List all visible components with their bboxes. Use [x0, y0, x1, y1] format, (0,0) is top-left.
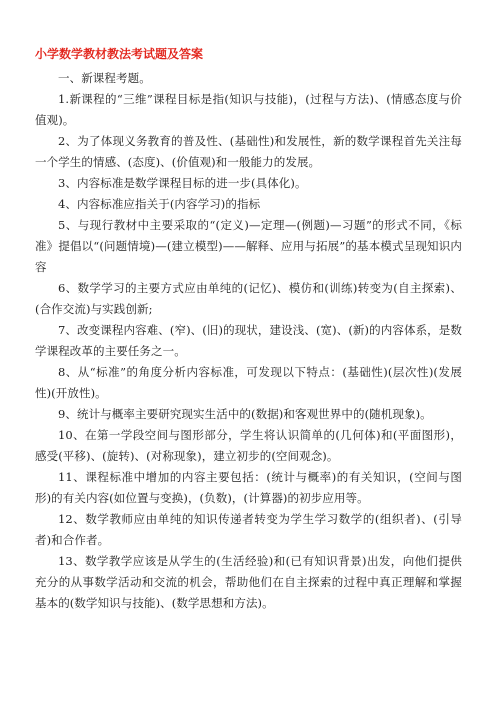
question-paragraph-5: 5、与现行教材中主要采取的“(定义)—定理—(例题)—习题”的形式不同，《标准》提倡以“(问题情境)—(建立模型)——解释、应用与拓展”的基本模式呈现知识内容	[35, 218, 462, 274]
question-paragraph-4: 4、内容标准应指关于(内容学习)的指标	[58, 197, 261, 211]
section-heading: 一、新课程考题。	[58, 71, 151, 85]
document-title: 小学数学教材教法考试题及答案	[35, 47, 204, 61]
question-paragraph-7: 7、改变课程内容难、(窄)、(旧)的现状，建设浅、(宽)、(新)的内容体系，是数学课程改革的主要任务之一。	[35, 323, 462, 358]
question-paragraph-12: 12、数学教师应由单纯的知识传递者转变为学生学习数学的(组织者)、(引导者)和合作者。	[35, 512, 462, 547]
question-paragraph-10: 10、在第一学段空间与图形部分，学生将认识简单的(几何体)和(平面图形)，感受(平移)、(旋转)、(对称现象)，建立初步的(空间观念)。	[35, 428, 462, 463]
question-paragraph-2: 2、为了体现义务教育的普及性、(基础性)和发展性，新的数学课程首先关注每一个学生的情感、(态度)、(价值观)和一般能力的发展。	[35, 134, 462, 169]
question-paragraph-1: 1.新课程的“三维”课程目标是指(知识与技能)，(过程与方法)、(情感态度与价值观)。	[35, 92, 462, 127]
question-paragraph-3: 3、内容标准是数学课程目标的进一步(具体化)。	[58, 176, 307, 190]
question-paragraph-13: 13、数学教学应该是从学生的(生活经验)和(已有知识背景)出发，向他们提供充分的从事数学活动和交流的机会，帮助他们在自主探索的过程中真正理解和掌握基本的(数学知识与技能)、(数学思想和方法)。	[35, 554, 462, 610]
question-paragraph-8: 8、从“标准”的角度分析内容标准，可发现以下特点：(基础性)(层次性)(发展性)(开放性)。	[35, 365, 462, 400]
question-paragraph-9: 9、统计与概率主要研究现实生活中的(数据)和客观世界中的(随机现象)。	[58, 407, 432, 421]
question-paragraph-11: 11、课程标准中增加的内容主要包括：(统计与概率)的有关知识，(空间与图形)的有关内容(如位置与变换)，(负数)，(计算器)的初步应用等。	[35, 470, 462, 505]
question-paragraph-6: 6、数学学习的主要方式应由单纯的(记忆)、模仿和(训练)转变为(自主探索)、(合作交流)与实践创新;	[35, 281, 462, 316]
